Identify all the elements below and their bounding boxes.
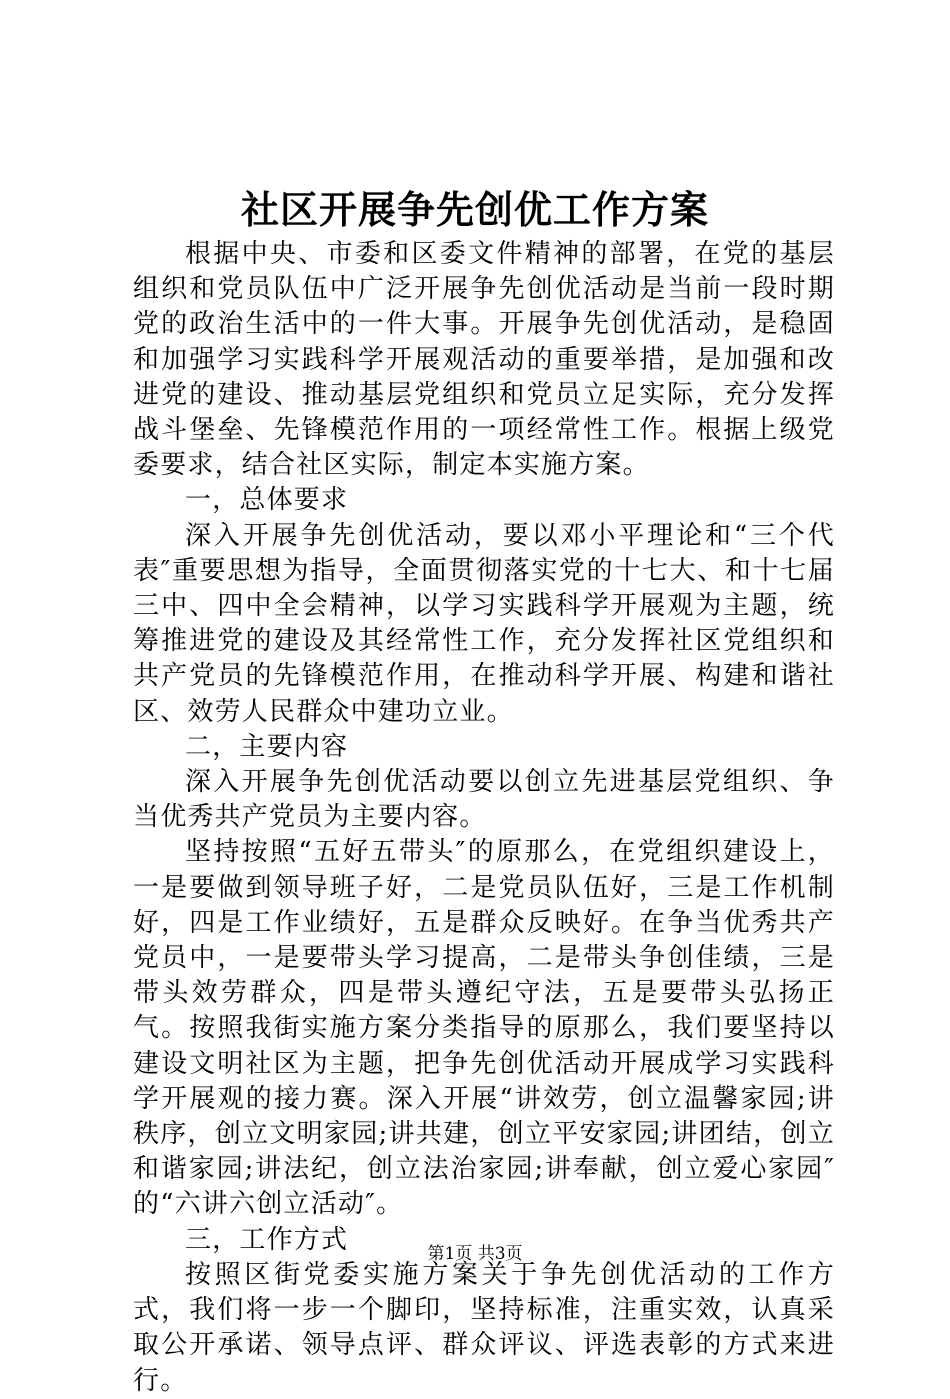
paragraph-work-method: 按照区街党委实施方案关于争先创优活动的工作方式，我们将一步一个脚印，坚持标准，注重实效，认真采取公开承诺、领导点评、群众评议、评选表彰的方式来进行。 (133, 1259, 835, 1396)
paragraph-main-content: 深入开展争先创优活动要以创立先进基层党组织、争当优秀共产党员为主要内容。 (133, 767, 835, 833)
paragraph-intro: 根据中央、市委和区委文件精神的部署，在党的基层组织和党员队伍中广泛开展争先创优活动是当前一段时期党的政治生活中的一件大事。开展争先创优活动，是稳固和加强学习实践科学开展观活动的重要举措，是加强和改进党的建设、推动基层党组织和党员立足实际，充分发挥战斗堡垒、先锋模范作用的一项经常性工作。根据上级党委要求，结合社区实际，制定本实施方案。 (133, 239, 835, 481)
document-title: 社区开展争先创优工作方案 (240, 187, 709, 232)
section-heading-main-content: 二，主要内容 (185, 731, 349, 762)
page-number-footer: 第1页 共3页 (427, 1244, 523, 1264)
section-heading-general-requirements: 一，总体要求 (185, 485, 349, 516)
paragraph-five-goods: 坚持按照“五好五带头″的原那么，在党组织建设上，一是要做到领导班子好，二是党员队伍好，三是工作机制好，四是工作业绩好，五是群众反映好。在争当优秀共产党员中，一是要带头学习提高，二是带头争创佳绩，三是带头效劳群众，四是带头遵纪守法，五是要带头弘扬正气。按照我街实施方案分类指导的原那么，我们要坚持以建设文明社区为主题，把争先创优活动开展成学习实践科学开展观的接力赛。深入开展“讲效劳，创立温馨家园;讲秩序，创立文明家园;讲共建，创立平安家园;讲团结，创立和谐家园;讲法纪，创立法治家园;讲奉献，创立爱心家园″的“六讲六创立活动″。 (133, 837, 835, 1220)
section-heading-work-method: 三，工作方式 (185, 1224, 349, 1255)
document-body (133, 237, 835, 1399)
paragraph-general-requirements: 深入开展争先创优活动，要以邓小平理论和“三个代表″重要思想为指导，全面贯彻落实党的十七大、和十七届三中、四中全会精神，以学习实践科学开展观为主题，统筹推进党的建设及其经常性工作，充分发挥社区党组织和共产党员的先锋模范作用，在推动科学开展、构建和谐社区、效劳人民群众中建功立业。 (133, 520, 835, 727)
